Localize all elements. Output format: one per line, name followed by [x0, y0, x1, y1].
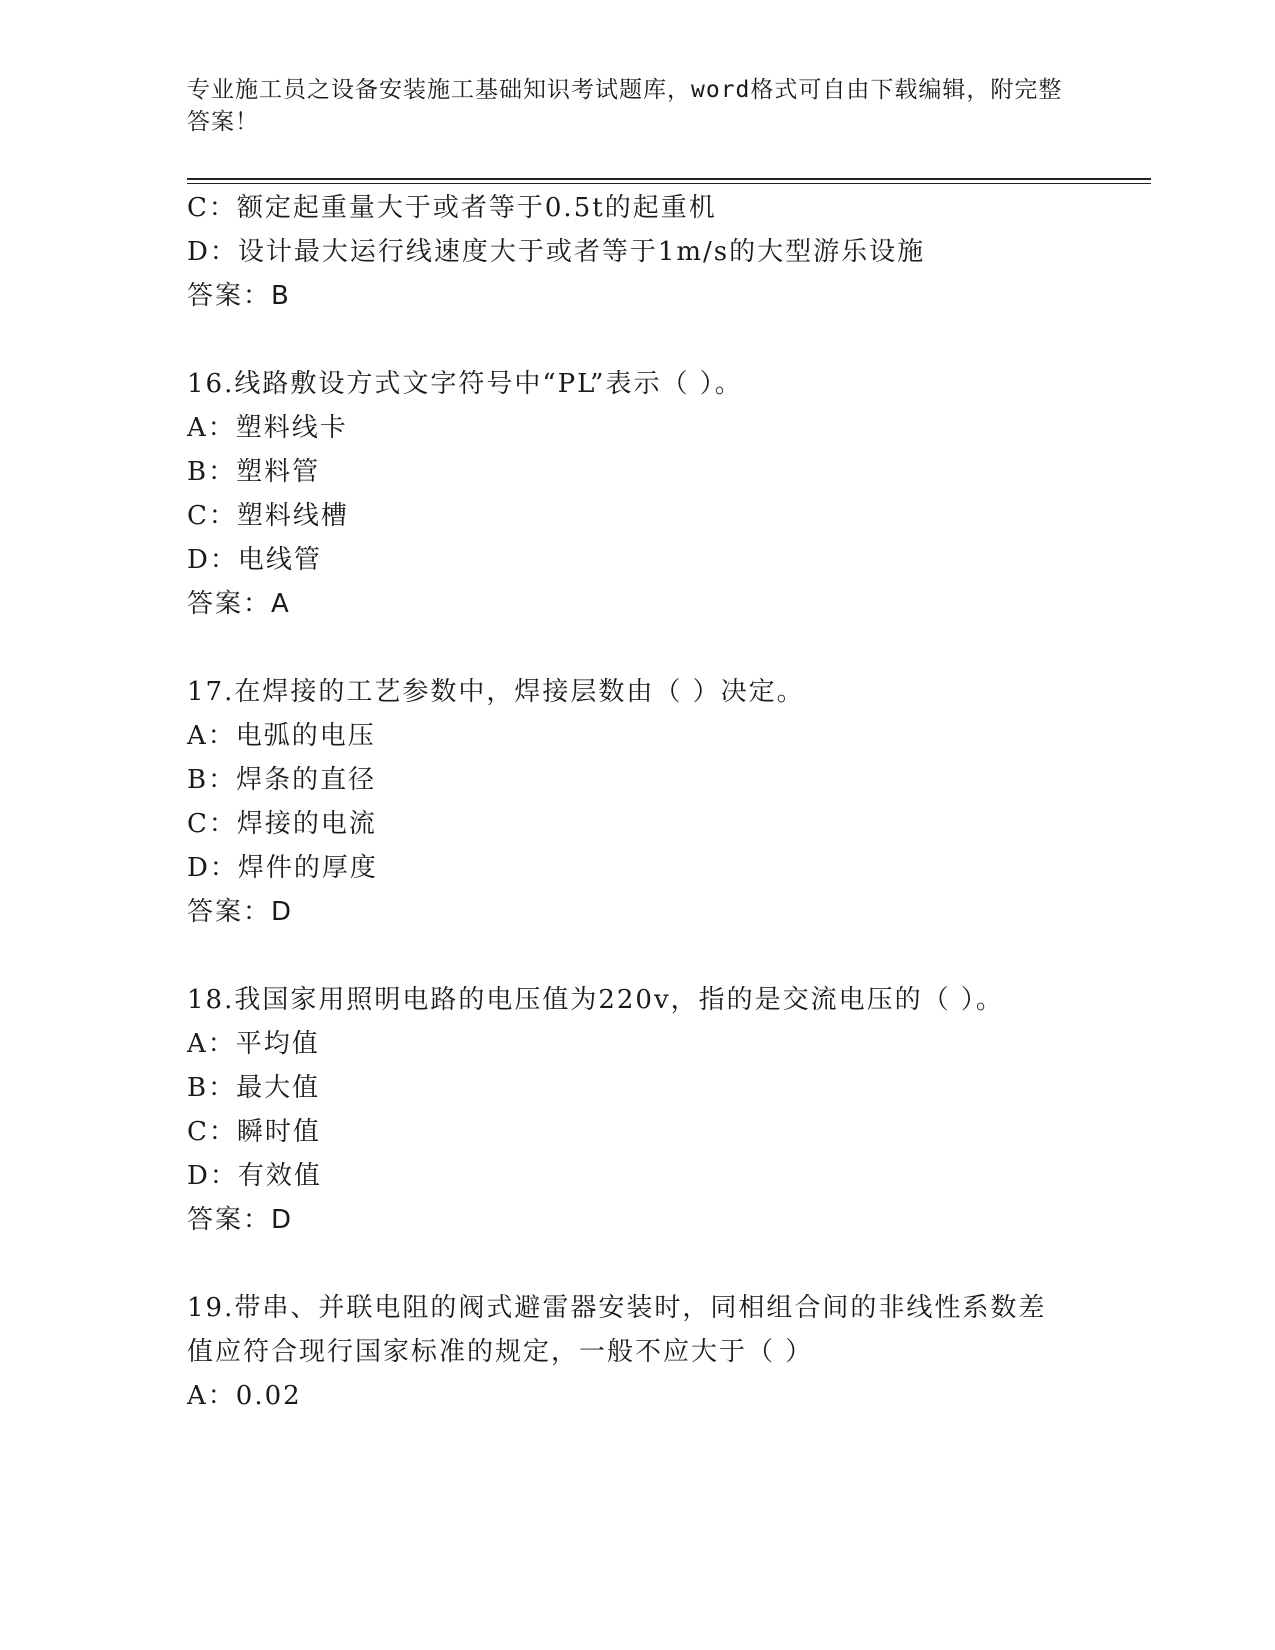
- option-b: B：最大值: [187, 1073, 321, 1103]
- option-d: D：焊件的厚度: [187, 853, 378, 883]
- question-stem-line-2: 值应符合现行国家标准的规定，一般不应大于（ ）: [187, 1337, 814, 1367]
- option-a: A：0.02: [187, 1381, 302, 1411]
- question-stem: 18.我国家用照明电路的电压值为220v，指的是交流电压的（ ）。: [187, 985, 1004, 1015]
- answer: 答案：D: [187, 1205, 294, 1235]
- option-c: C：塑料线槽: [187, 501, 349, 531]
- option-a: A：电弧的电压: [187, 721, 376, 751]
- answer: 答案：A: [187, 589, 291, 619]
- option-b: B：焊条的直径: [187, 765, 377, 795]
- answer: 答案：D: [187, 897, 294, 927]
- option-c: C：额定起重量大于或者等于0.5t的起重机: [187, 193, 717, 223]
- option-b: B：塑料管: [187, 457, 321, 487]
- question-stem-line-1: 19.带串、并联电阻的阀式避雷器安装时，同相组合间的非线性系数差: [187, 1293, 1047, 1323]
- question-stem: 17.在焊接的工艺参数中，焊接层数由（ ）决定。: [187, 677, 805, 707]
- header-rule-thin: [187, 183, 1151, 184]
- option-d: D：设计最大运行线速度大于或者等于1m/s的大型游乐设施: [187, 237, 926, 267]
- document-header: 专业施工员之设备安装施工基础知识考试题库，word格式可自由下载编辑，附完整答案！: [187, 77, 1063, 135]
- option-d: D：电线管: [187, 545, 322, 575]
- answer: 答案：B: [187, 281, 291, 311]
- header-rule-thick: [187, 178, 1151, 180]
- option-a: A：塑料线卡: [187, 413, 348, 443]
- option-a: A：平均值: [187, 1029, 320, 1059]
- option-c: C：焊接的电流: [187, 809, 377, 839]
- option-c: C：瞬时值: [187, 1117, 321, 1147]
- question-stem: 16.线路敷设方式文字符号中“PL”表示（ ）。: [187, 369, 743, 399]
- option-d: D：有效值: [187, 1161, 322, 1191]
